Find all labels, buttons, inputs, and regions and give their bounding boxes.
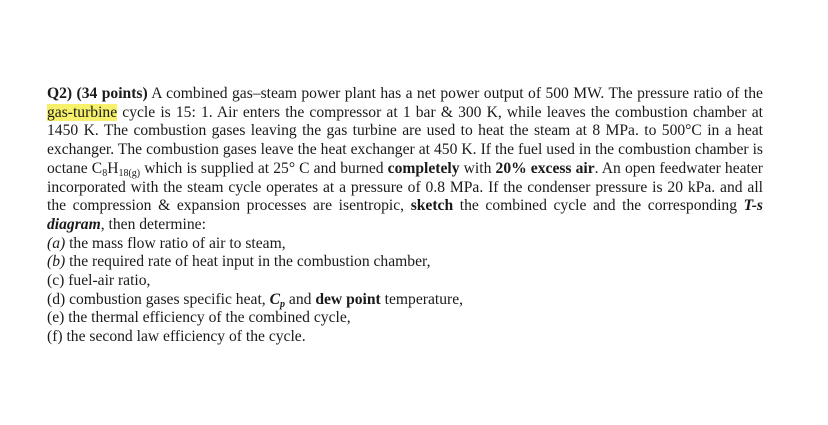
- sub-question-a-label: (a): [47, 234, 66, 252]
- sub-question-d-pre: (d) combustion gases specific heat,: [47, 290, 266, 308]
- sub-question-d: [47, 291, 763, 310]
- sub-question-c-text: (c) fuel-air ratio,: [47, 272, 151, 290]
- question-paragraph: [47, 85, 763, 235]
- sub-question-f: [47, 328, 763, 347]
- specific-heat-symbol: C: [269, 290, 280, 308]
- bold-excess-air: 20% excess air: [495, 159, 595, 177]
- question-points: (34 points): [76, 85, 148, 102]
- question-text-2: cycle is 15: 1. Air enters the compressor at 1 bar & 300 K, while leaves the combustion chamber at 1450 K. The combustion gases leaving the gas turbine are used to heat the steam at 8 MPa. to 500°C in a heat exchanger. The combustion gases leave the heat exchanger at 450 K. If the fuel used in the combustion chamber is octane C: [47, 103, 763, 177]
- sub-question-d-post: temperature,: [384, 290, 464, 308]
- bold-ts-diagram: T-s diagram: [47, 197, 763, 233]
- sub-question-b-label: (b): [47, 253, 66, 271]
- highlighted-term: gas-turbine: [47, 103, 118, 121]
- fuel-hydrogen: H: [107, 159, 119, 177]
- fuel-subscript-carbon: 8: [102, 167, 108, 179]
- sub-question-list: [47, 235, 763, 347]
- sub-question-f-text: (f) the second law efficiency of the cycle.: [47, 328, 306, 346]
- question-document: [47, 85, 763, 347]
- sub-question-e: [47, 309, 763, 328]
- bold-completely: completely: [387, 159, 460, 177]
- sub-question-c: [47, 272, 763, 291]
- sub-question-e-text: (e) the thermal efficiency of the combined cycle,: [47, 309, 351, 327]
- sub-question-b-text: the required rate of heat input in the combustion chamber,: [69, 253, 431, 271]
- question-text-6: the combined cycle and the corresponding: [459, 197, 738, 215]
- bold-dew-point: dew point: [315, 290, 381, 308]
- question-text-1: A combined gas–steam power plant has a net power output of 500 MW. The pressure ratio of the: [151, 85, 763, 102]
- question-text-7: , then determine:: [100, 215, 206, 233]
- question-text-3: which is supplied at 25° C and burned: [144, 159, 384, 177]
- specific-heat-subscript: p: [280, 298, 285, 310]
- fuel-subscript-hydrogen: 18(g): [118, 167, 141, 179]
- sub-question-a: [47, 235, 763, 254]
- question-text-4: with: [463, 159, 492, 177]
- sub-question-b: [47, 253, 763, 272]
- sub-question-d-and: and: [288, 290, 312, 308]
- sub-question-a-text: the mass flow ratio of air to steam,: [69, 234, 286, 252]
- bold-sketch: sketch: [410, 197, 454, 215]
- question-number: Q2): [47, 85, 73, 102]
- question-text-5: . An open feedwater heater incorporated with the steam cycle operates at a pressure of 0.8 MPa. If the condenser pressure is 20 kPa. and all the compression & expansion processes are isentropic,: [47, 159, 763, 215]
